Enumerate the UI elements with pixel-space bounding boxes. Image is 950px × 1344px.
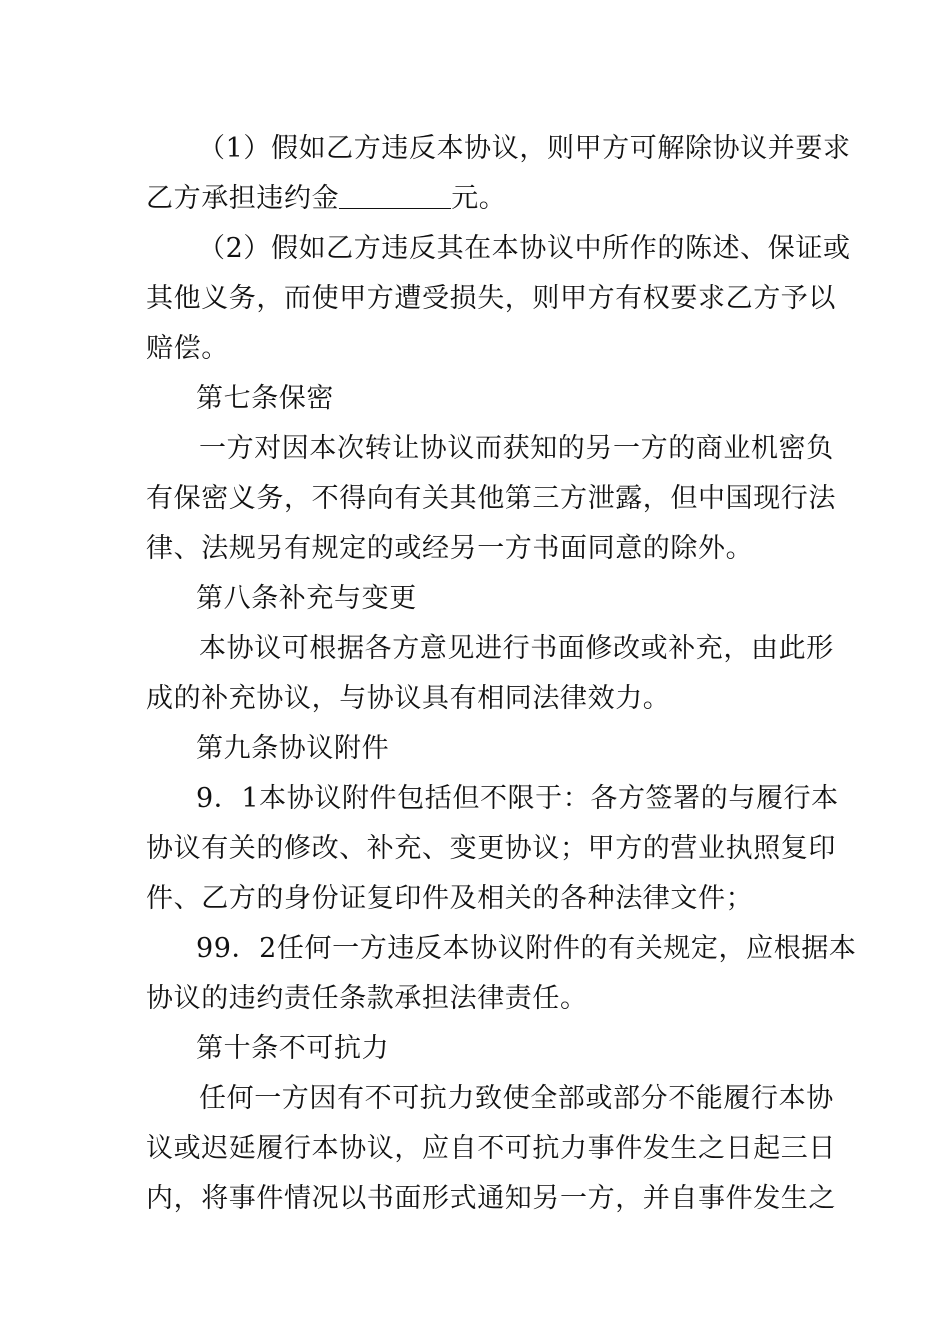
clause-9-2-line-2: 协议的违约责任条款承担法律责任。	[146, 983, 588, 1014]
article-10-line-1: 任何一方因有不可抗力致使全部或部分不能履行本协	[199, 1083, 834, 1114]
article-7-line-2: 有保密义务，不得向有关其他第三方泄露，但中国现行法	[146, 483, 836, 514]
clause-9-1-line-1: 9．1本协议附件包括但不限于：各方签署的与履行本	[196, 783, 839, 814]
penalty-label: 乙方承担违约金	[146, 183, 340, 214]
article-8-heading: 第八条补充与变更	[196, 583, 417, 614]
clause-9-1-line-2: 协议有关的修改、补充、变更协议；甲方的营业执照复印	[146, 833, 836, 864]
clause-6-2-line-1: （2）假如乙方违反其在本协议中所作的陈述、保证或	[198, 233, 851, 264]
clause-9-2-line-1: 99．2任何一方违反本协议附件的有关规定，应根据本	[196, 933, 857, 964]
article-7-line-1: 一方对因本次转让协议而获知的另一方的商业机密负	[199, 433, 834, 464]
penalty-amount-blank	[339, 186, 451, 209]
article-10-line-2: 议或迟延履行本协议，应自不可抗力事件发生之日起三日	[146, 1133, 836, 1164]
article-10-heading: 第十条不可抗力	[196, 1033, 390, 1064]
clause-6-1-line-1: （1）假如乙方违反本协议，则甲方可解除协议并要求	[198, 133, 851, 164]
clause-6-1-line-2	[146, 182, 826, 216]
clause-9-1-line-3: 件、乙方的身份证复印件及相关的各种法律文件；	[146, 883, 754, 914]
article-10-line-3: 内，将事件情况以书面形式通知另一方，并自事件发生之	[146, 1183, 836, 1214]
article-8-line-1: 本协议可根据各方意见进行书面修改或补充，由此形	[199, 633, 834, 664]
article-7-line-3: 律、法规另有规定的或经另一方书面同意的除外。	[146, 533, 754, 564]
clause-6-2-line-2: 其他义务，而使甲方遭受损失，则甲方有权要求乙方予以	[146, 283, 836, 314]
article-9-heading: 第九条协议附件	[196, 733, 390, 764]
article-7-heading: 第七条保密	[196, 383, 334, 414]
clause-6-2-line-3: 赔偿。	[146, 333, 229, 364]
article-8-line-2: 成的补充协议，与协议具有相同法律效力。	[146, 683, 671, 714]
currency-unit: 元。	[451, 183, 507, 214]
